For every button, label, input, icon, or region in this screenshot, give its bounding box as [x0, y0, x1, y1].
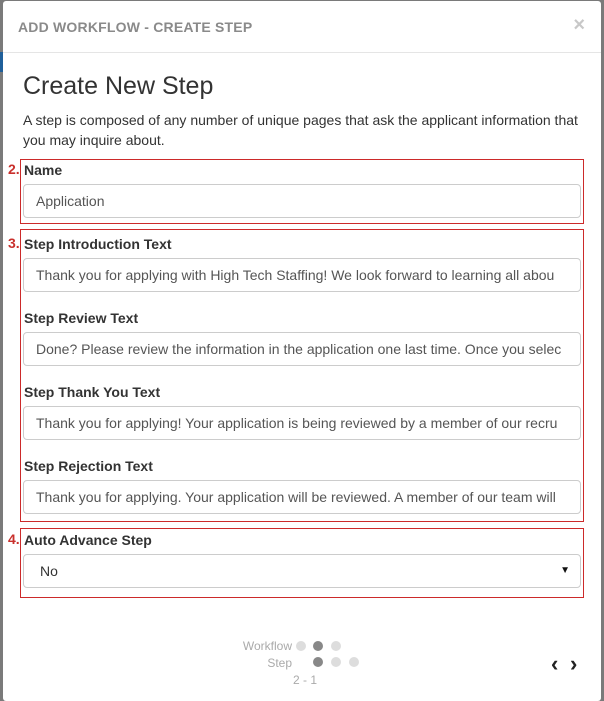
wizard-counter: 2 - 1: [293, 673, 318, 687]
wizard-workflow-label: Workflow: [242, 639, 292, 653]
intro-text-label: Step Introduction Text: [24, 236, 172, 252]
chevron-right-icon[interactable]: ›: [570, 651, 578, 676]
auto-advance-selected-value: No: [40, 563, 58, 579]
workflow-progress-dot-2: [313, 641, 323, 651]
modal-title: ADD WORKFLOW - CREATE STEP: [18, 19, 253, 35]
modal-header: [3, 1, 601, 53]
workflow-progress-dot-3: [331, 641, 341, 651]
step-progress-dot-3: [349, 657, 359, 667]
create-step-modal: [3, 1, 601, 701]
page-title: Create New Step: [23, 72, 214, 100]
name-label: Name: [24, 162, 63, 178]
chevron-down-icon: ▼: [560, 565, 570, 576]
intro-text-input[interactable]: Thank you for applying with High Tech Staffing! We look forward to learning all abou: [23, 258, 581, 292]
rejection-text-label: Step Rejection Text: [24, 458, 153, 474]
annotation-number-2: 2.: [8, 161, 20, 177]
thank-you-text-input[interactable]: Thank you for applying! Your application is being reviewed by a member of our recru: [23, 406, 581, 440]
annotation-number-4: 4.: [8, 531, 20, 547]
review-text-input[interactable]: Done? Please review the information in the application one last time. Once you selec: [23, 332, 581, 366]
thank-you-text-label: Step Thank You Text: [24, 384, 161, 400]
wizard-step-label: Step: [267, 656, 292, 670]
chevron-left-icon[interactable]: ‹: [551, 651, 559, 676]
auto-advance-label: Auto Advance Step: [24, 532, 152, 548]
name-input[interactable]: Application: [23, 184, 581, 218]
rejection-text-input[interactable]: Thank you for applying. Your application will be reviewed. A member of our team will: [23, 480, 581, 514]
auto-advance-select[interactable]: [23, 554, 581, 588]
review-text-label: Step Review Text: [24, 310, 139, 326]
workflow-progress-dot-1: [296, 641, 306, 651]
annotation-number-3: 3.: [8, 235, 20, 251]
step-progress-dot-1: [313, 657, 323, 667]
step-progress-dot-2: [331, 657, 341, 667]
close-icon[interactable]: ×: [573, 14, 585, 36]
page-description: A step is composed of any number of unique pages that ask the applicant information that you may inquire about.: [23, 112, 578, 148]
